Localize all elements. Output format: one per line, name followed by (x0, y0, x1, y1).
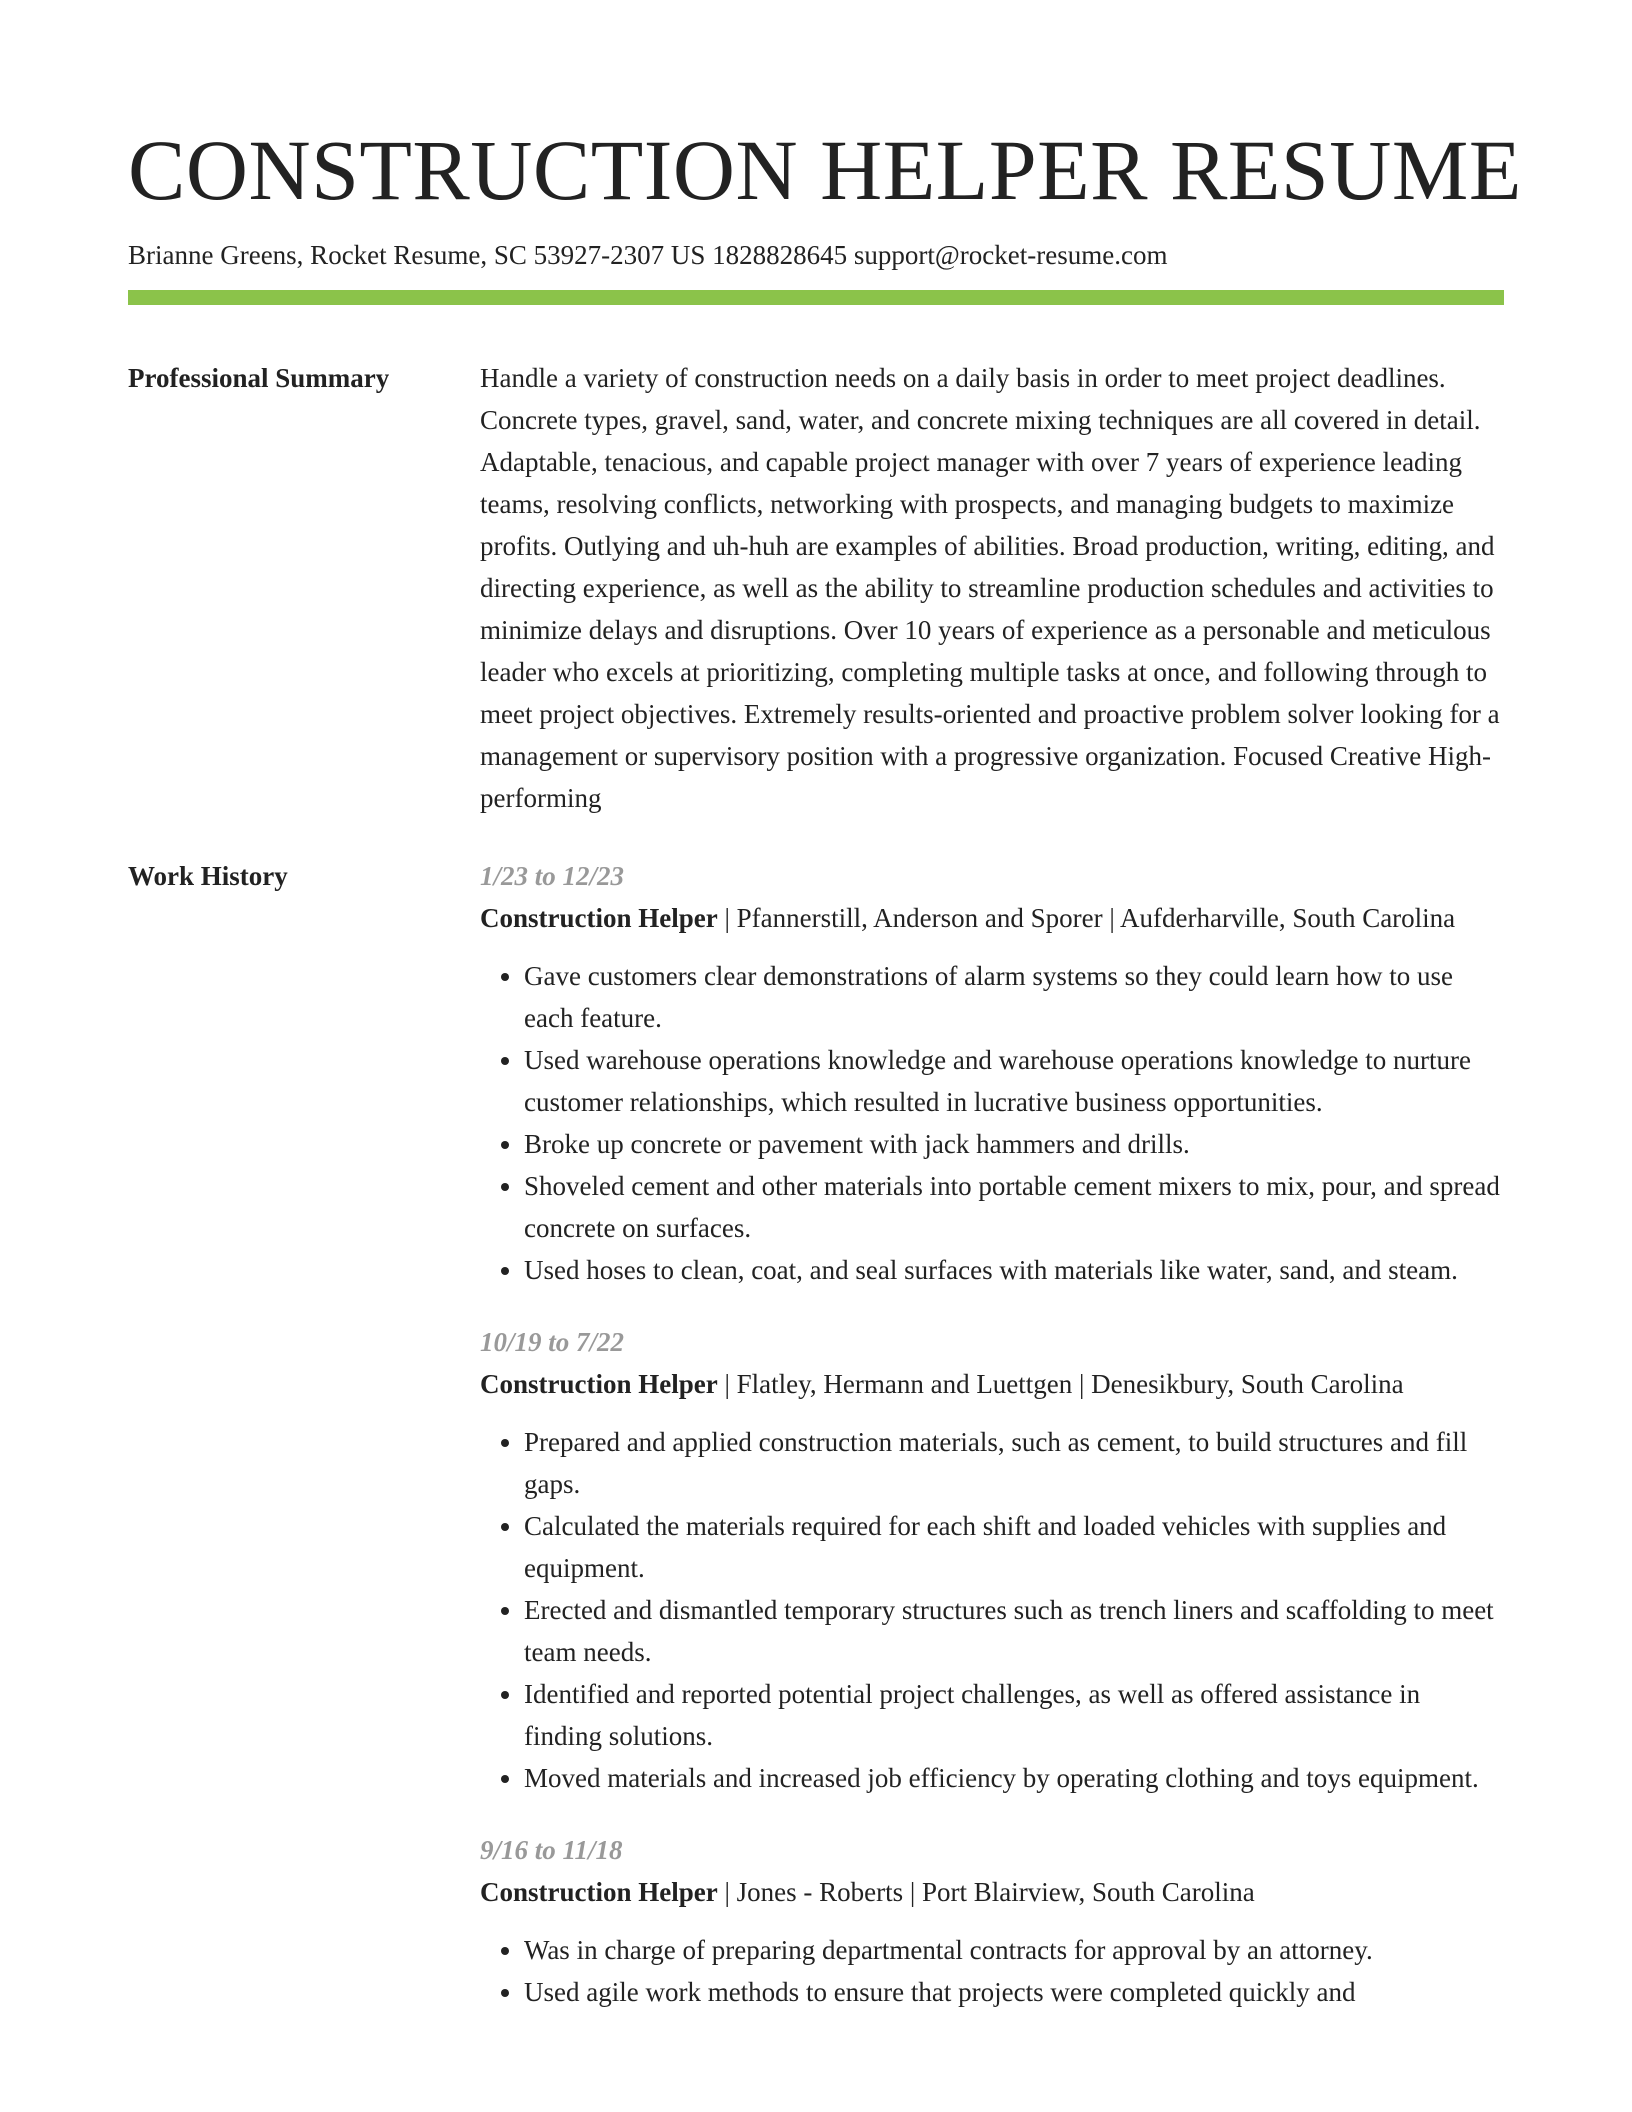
job-dates: 10/19 to 7/22 (480, 1327, 625, 1357)
resume-page (128, 0, 1522, 2043)
job-dates: 9/16 to 11/18 (480, 1835, 623, 1865)
section-label-professional-summary: Professional Summary (128, 363, 390, 393)
contact-info: Brianne Greens, Rocket Resume, SC 53927-2307 US 1828828645 support@rocket-resume.com (128, 240, 1168, 270)
job-heading (480, 1363, 1504, 1405)
header-divider (128, 290, 1504, 305)
job-title: Construction Helper (480, 1877, 718, 1907)
job-heading (480, 1871, 1504, 1913)
job-title: Construction Helper (480, 903, 718, 933)
job-bullet: • Shoveled cement and other materials into portable cement mixers to mix, pour, and spread concrete on surfaces. (524, 1165, 1504, 1249)
work-history-body (480, 855, 1504, 2043)
job-details: | Jones - Roberts | Port Blairview, South Carolina (717, 1877, 1255, 1907)
section-label-work-history: Work History (128, 861, 288, 891)
job-entry (480, 1829, 1504, 2013)
job-heading (480, 897, 1504, 939)
resume-title: CONSTRUCTION HELPER RESUME (128, 122, 1522, 218)
job-bullet: • Was in charge of preparing departmental contracts for approval by an attorney. (524, 1929, 1504, 1971)
job-bullet: • Used hoses to clean, coat, and seal surfaces with materials like water, sand, and steam. (524, 1249, 1504, 1291)
job-entry (480, 855, 1504, 1291)
job-bullet: • Identified and reported potential project challenges, as well as offered assistance in finding solutions. (524, 1673, 1504, 1757)
job-bullets (480, 1929, 1504, 2013)
job-details: | Flatley, Hermann and Luettgen | Denesikbury, South Carolina (717, 1369, 1404, 1399)
work-history-section (128, 855, 1504, 2043)
job-bullets (480, 1421, 1504, 1799)
job-bullets (480, 955, 1504, 1291)
job-bullet: • Calculated the materials required for each shift and loaded vehicles with supplies and equipment. (524, 1505, 1504, 1589)
summary-body (480, 357, 1504, 819)
job-bullet: • Used agile work methods to ensure that projects were completed quickly and (524, 1971, 1504, 2013)
job-entry (480, 1321, 1504, 1799)
job-details: | Pfannerstill, Anderson and Sporer | Aufderharville, South Carolina (717, 903, 1456, 933)
job-bullet: • Moved materials and increased job efficiency by operating clothing and toys equipment. (524, 1757, 1504, 1799)
job-title: Construction Helper (480, 1369, 718, 1399)
job-bullet: • Broke up concrete or pavement with jack hammers and drills. (524, 1123, 1504, 1165)
summary-text: Handle a variety of construction needs on a daily basis in order to meet project deadlines. Concrete types, gravel, sand, water, and concrete mixing techniques are all covered in detail. Adaptable, tenacious, and capable project manager with over 7 years of experience leading teams, resolving conflicts, networking with prospects, and managing budgets to maximize profits. Outlying and uh-huh are examples of abilities. Broad production, writing, editing, and directing experience, as well as the ability to streamline production schedules and activities to minimize delays and disruptions. Over 10 years of experience as a personable and meticulous leader who excels at prioritizing, completing multiple tasks at once, and following through to meet project objectives. Extremely results-oriented and proactive problem solver looking for a management or supervisory position with a progressive organization. Focused Creative High-performing (480, 363, 1500, 813)
job-dates: 1/23 to 12/23 (480, 861, 625, 891)
job-bullet: • Gave customers clear demonstrations of alarm systems so they could learn how to use each feature. (524, 955, 1504, 1039)
job-bullet: • Used warehouse operations knowledge and warehouse operations knowledge to nurture customer relationships, which resulted in lucrative business opportunities. (524, 1039, 1504, 1123)
professional-summary-section (128, 357, 1504, 819)
job-bullet: • Erected and dismantled temporary structures such as trench liners and scaffolding to meet team needs. (524, 1589, 1504, 1673)
job-bullet: • Prepared and applied construction materials, such as cement, to build structures and fill gaps. (524, 1421, 1504, 1505)
